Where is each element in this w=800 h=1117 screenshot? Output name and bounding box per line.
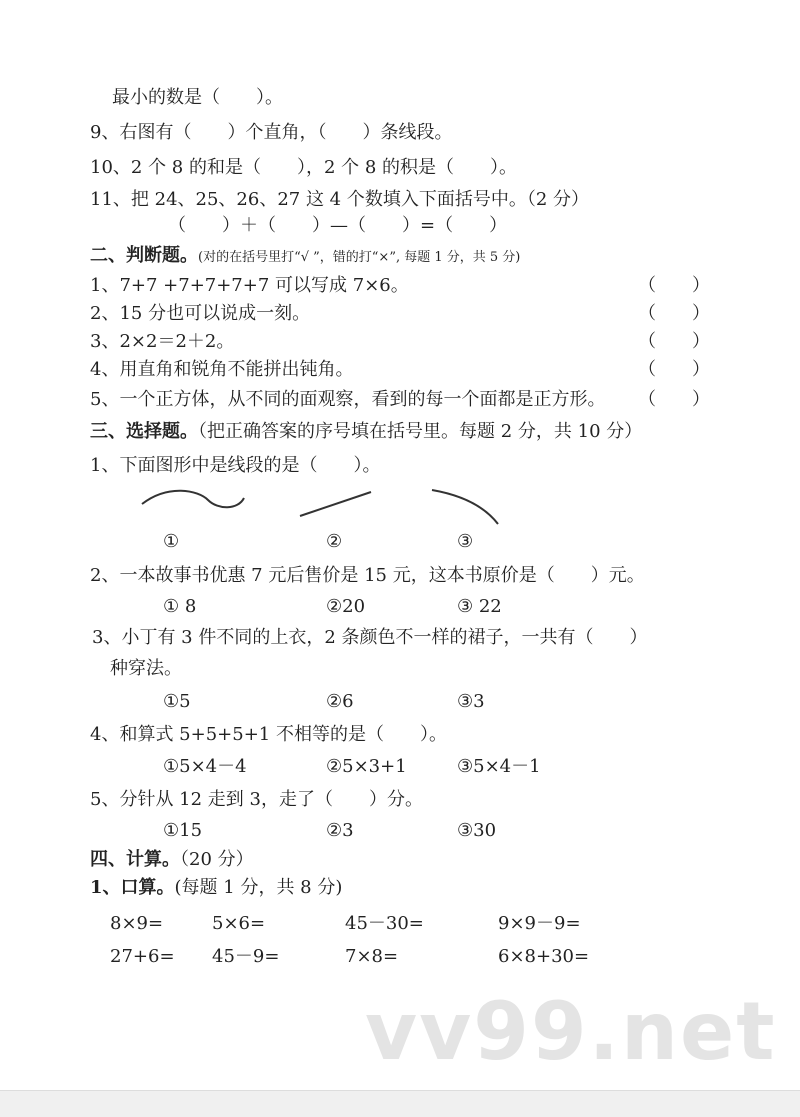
arc-figure-3: [428, 484, 504, 526]
question-4-options: [163, 755, 710, 779]
option: ②6: [326, 691, 354, 712]
question-11: 11、把 24、25、26、27 这 4 个数填入下面括号中。（2 分）: [90, 189, 590, 210]
curve-figure-1: [138, 486, 248, 516]
calc-item: 5×6=: [212, 913, 266, 934]
question-1-options: [163, 530, 710, 554]
section-note: (对的在括号里打“√ ”，错的打“×”, 每题 1 分，共 5 分): [198, 250, 521, 265]
answer-bracket: （ ）: [638, 275, 710, 296]
calc-row: [110, 912, 710, 936]
option: ③5×4－1: [457, 756, 541, 777]
calc-item: 6×8+30=: [498, 946, 590, 967]
section-note: （把正确答案的序号填在括号里。每题 2 分，共 10 分）: [198, 421, 643, 442]
option: ②5×3+1: [326, 756, 407, 777]
section-note: （20 分）: [180, 849, 254, 870]
judgment-item: 4、用直角和锐角不能拼出钝角。: [90, 359, 354, 380]
judgment-item: 3、2×2＝2＋2。: [90, 331, 235, 352]
page-bottom-bar: [0, 1090, 800, 1117]
answer-bracket: （ ）: [638, 389, 710, 410]
subsection-note: (每题 1 分，共 8 分): [174, 877, 343, 898]
judgment-row: [90, 274, 710, 298]
judgment-row: [90, 388, 710, 412]
option: ① 8: [163, 596, 197, 617]
option: ①15: [163, 820, 203, 841]
option: ③3: [457, 691, 485, 712]
question-10: 10、2 个 8 的和是（ ），2 个 8 的积是（ ）。: [90, 157, 518, 178]
question-1-figures: [90, 478, 710, 530]
answer-bracket: （ ）: [638, 331, 710, 352]
choice-question-4: 4、和算式 5+5+5+1 不相等的是（ ）。: [90, 724, 447, 745]
calc-item: 9×9－9=: [498, 913, 581, 934]
section-judgment-heading: [90, 244, 710, 270]
answer-bracket: （ ）: [638, 303, 710, 324]
section-title: 三、选择题。: [90, 421, 198, 442]
answer-bracket: （ ）: [638, 359, 710, 380]
subsection-title: 1、口算。: [90, 877, 175, 898]
question-3-options: [163, 690, 710, 714]
q8-tail: 最小的数是（ ）。: [112, 87, 283, 108]
calc-item: 7×8=: [345, 946, 399, 967]
watermark: vv99.net: [365, 985, 777, 1078]
question-11-equation: （ ）＋（ ）—（ ）=（ ）: [168, 215, 508, 236]
choice-question-5: 5、分针从 12 走到 3，走了（ ）分。: [90, 789, 423, 810]
subsection-mental-math: [90, 876, 710, 900]
choice-question-3: 3、小丁有 3 件不同的上衣，2 条颜色不一样的裙子，一共有（ ）: [92, 627, 648, 648]
section-calc-heading: [90, 848, 710, 872]
section-choice-heading: [90, 420, 710, 444]
calc-item: 45－30=: [345, 913, 424, 934]
option: ③ 22: [457, 596, 502, 617]
calc-row: [110, 945, 710, 969]
option: ①5: [163, 691, 191, 712]
judgment-item: 1、7+7 +7+7+7+7 可以写成 7×6。: [90, 275, 409, 296]
calc-item: 8×9=: [110, 913, 164, 934]
option: ③30: [457, 820, 497, 841]
line-segment-figure-2: [296, 486, 376, 520]
choice-question-2: 2、一本故事书优惠 7 元后售价是 15 元，这本书原价是（ ）元。: [90, 565, 645, 586]
judgment-row: [90, 302, 710, 326]
option: ①: [163, 531, 180, 552]
option: ②: [326, 531, 343, 552]
option: ①5×4－4: [163, 756, 247, 777]
question-5-options: [163, 819, 710, 843]
calc-item: 45－9=: [212, 946, 280, 967]
choice-question-1: 1、下面图形中是线段的是（ ）。: [90, 455, 381, 476]
section-title: 四、计算。: [90, 849, 180, 870]
calc-item: 27+6=: [110, 946, 175, 967]
question-9: 9、右图有（ ）个直角，（ ）条线段。: [90, 122, 453, 143]
option: ③: [457, 531, 474, 552]
judgment-item: 2、15 分也可以说成一刻。: [90, 303, 311, 324]
question-2-options: [163, 595, 710, 619]
option: ②20: [326, 596, 366, 617]
judgment-row: [90, 330, 710, 354]
option: ②3: [326, 820, 354, 841]
section-title: 二、判断题。: [90, 245, 198, 266]
judgment-item: 5、一个正方体，从不同的面观察，看到的每一个面都是正方形。: [90, 389, 606, 410]
judgment-row: [90, 358, 710, 382]
choice-question-3-cont: 种穿法。: [110, 658, 182, 679]
